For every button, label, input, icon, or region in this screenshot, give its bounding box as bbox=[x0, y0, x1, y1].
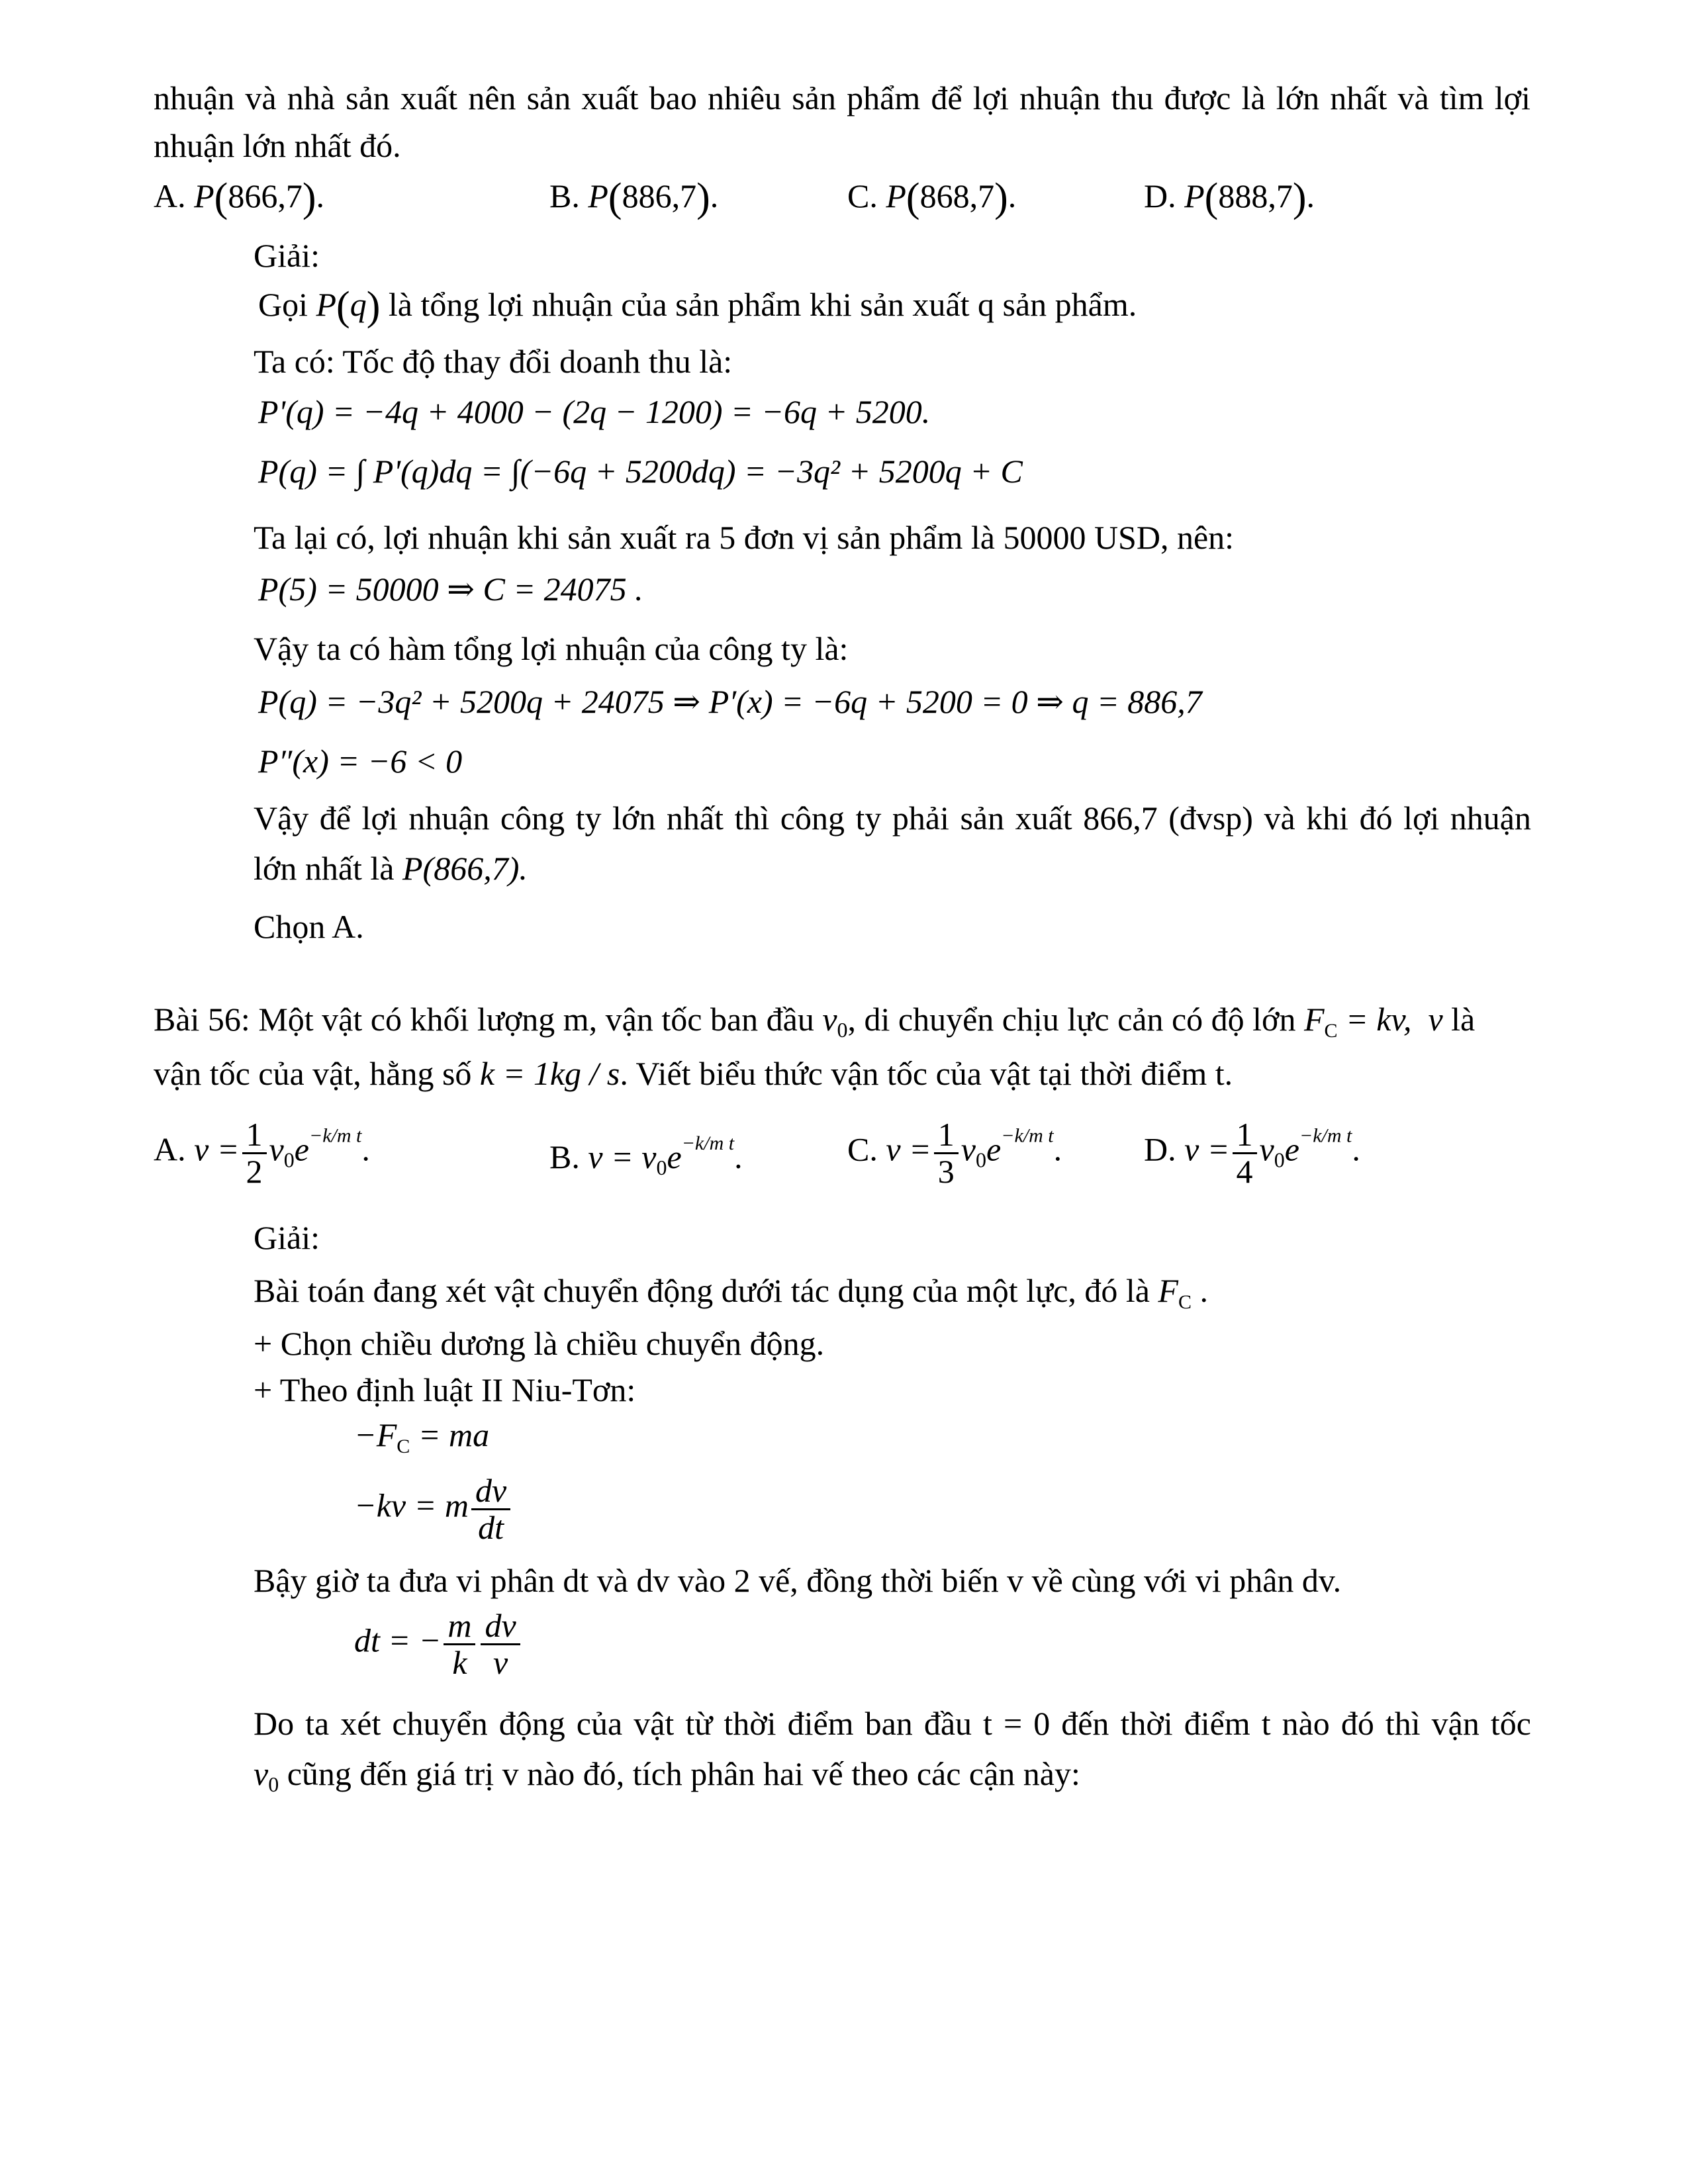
sol56-line-1: Bài toán đang xét vật chuyển động dưới tác dụng của một lực, đó là $F_C$ . bbox=[254, 1272, 1208, 1313]
sol55-eq2: P(q) = ∫ P'(q)dq = ∫(−6q + 5200dq) = −3q² + 5200q + C bbox=[258, 453, 1023, 490]
sol56-eq-kv: −kv = m $\frac{dv}{dt}$ bbox=[354, 1473, 513, 1545]
sol56-line-2: + Chọn chiều dương là chiều chuyển động. bbox=[254, 1325, 825, 1362]
sol55-conclusion-2: lớn nhất là P(866,7). bbox=[254, 850, 528, 887]
sol55-heading: Giải: bbox=[254, 237, 320, 274]
sol55-goi: Gọi P(q) là tổng lợi nhuận của sản phẩm khi sản xuất q sản phẩm. bbox=[258, 284, 1137, 329]
sol56-line-3: + Theo định luật II Niu-Tơn: bbox=[254, 1371, 636, 1408]
intro-line-1: nhuận và nhà sản xuất nên sản xuất bao nhiêu sản phẩm để lợi nhuận thu được là lớn nhất và tìm lợi bbox=[154, 79, 1530, 116]
sol55-talaico: Ta lại có, lợi nhuận khi sản xuất ra 5 đơn vị sản phẩm là 50000 USD, nên: bbox=[254, 519, 1235, 556]
sol55-eq5: P″(x) = −6 < 0 bbox=[258, 743, 463, 780]
intro-line-2: nhuận lớn nhất đó. bbox=[154, 127, 401, 164]
sol56-line-6: $v_0$ cũng đến giá trị v nào đó, tích phân hai vế theo các cận này: bbox=[254, 1755, 1080, 1796]
sol56-line-4: Bậy giờ ta đưa vi phân dt và dv vào 2 vế, đồng thời biến v về cùng với vi phân dv. bbox=[254, 1562, 1342, 1599]
sol56-heading: Giải: bbox=[254, 1219, 320, 1256]
q55-option-c: C. P(868,7). bbox=[847, 175, 1017, 220]
sol55-eq3: P(5) = 50000 ⇒ C = 24075 . bbox=[258, 570, 643, 608]
q56-option-d: D. v = $\frac{1}{4}$ $v_0e^{-k/m t}$. bbox=[1144, 1116, 1360, 1190]
q56-line-2: vận tốc của vật, hằng số k = 1kg / s. Viết biểu thức vận tốc của vật tại thời điểm t. bbox=[154, 1055, 1233, 1092]
sol55-taco: Ta có: Tốc độ thay đổi doanh thu là: bbox=[254, 343, 733, 380]
sol55-answer: Chọn A. bbox=[254, 908, 364, 945]
sol56-eq-newton: $-F_C$ = ma bbox=[354, 1416, 490, 1457]
sol55-eq4: P(q) = −3q² + 5200q + 24075 ⇒ P′(x) = −6q + 5200 = 0 ⇒ q = 886,7 bbox=[258, 683, 1202, 720]
q56-option-b: B. $v = v_0e^{-k/m t}$. bbox=[549, 1132, 743, 1179]
q55-option-b: B. P(886,7). bbox=[549, 175, 719, 220]
q56-option-c: C. v = $\frac{1}{3}$ $v_0e^{-k/m t}$. bbox=[847, 1116, 1062, 1190]
q55-option-d: D. P(888,7). bbox=[1144, 175, 1315, 220]
q55-option-a: A. P(866,7). bbox=[154, 175, 324, 220]
sol56-line-5: Do ta xét chuyển động của vật từ thời điểm ban đầu t = 0 đến thời điểm t nào đó thì vận tốc bbox=[254, 1705, 1531, 1742]
sol55-eq1: P'(q) = −4q + 4000 − (2q − 1200) = −6q + 5200. bbox=[258, 393, 931, 430]
sol55-conclusion-1: Vậy để lợi nhuận công ty lớn nhất thì công ty phải sản xuất 866,7 (đvsp) và khi đó lợi nhuận bbox=[254, 799, 1531, 837]
sol56-eq-dt: dt = − $\frac{m}{k}$ $\frac{dv}{v}$ bbox=[354, 1608, 523, 1680]
q56-line-1: Bài 56: Một vật có khối lượng m, vận tốc ban đầu $v_0$, di chuyển chịu lực cản có độ lớn $F_C$ = kv, v là bbox=[154, 1001, 1476, 1042]
sol55-vayta: Vậy ta có hàm tổng lợi nhuận của công ty là: bbox=[254, 630, 849, 667]
q56-option-a: A. v = $\frac{1}{2}$ $v_0e^{-k/m t}$. bbox=[154, 1116, 370, 1190]
